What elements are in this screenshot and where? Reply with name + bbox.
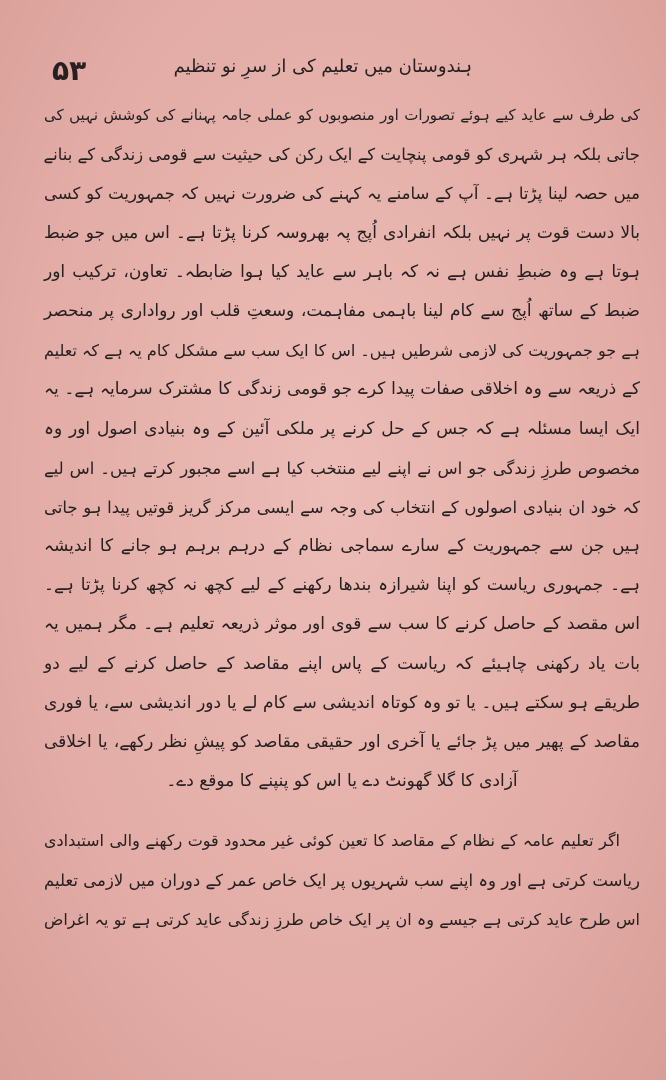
page-number: ۵۳ [52, 54, 87, 87]
text-line: اس طرح عاید کرتی ہے جیسے وہ ان پر ایک خاص طرزِ زندگی عاید کرتی ہے تو یہ اغراض [44, 909, 640, 929]
text-line: مخصوص طرزِ زندگی جو اس نے اپنے لیے منتخب کیا ہے اسے مجبور کرتے ہیں۔ اس لیے [44, 458, 640, 478]
paragraph-1 [44, 96, 640, 801]
text-line: جاتی بلکہ ہر شہری کو قومی پنچایت کے ایک رکن کی حیثیت سے قومی زندگی کے بنانے [43, 145, 640, 165]
text-line-last: آزادی کا گلا گھونٹ دے یا اس کو پنپنے کا موقع دے۔ [166, 771, 518, 792]
text-line: ہے جو جمہوریت کی لازمی شرطیں ہیں۔ اس کا ایک سب سے مشکل کام یہ ہے کہ تعلیم [44, 341, 640, 361]
paragraph-gap [44, 801, 640, 821]
text-line: میں حصہ لینا پڑتا ہے۔ آپ کے سامنے یہ کہنے کی ضرورت نہیں کہ جمہوریت کو کسی [44, 184, 640, 204]
running-title: ہندوستان میں تعلیم کی از سرِ نو تنظیم [173, 56, 472, 77]
body-text [44, 96, 640, 939]
text-line: کے ذریعہ سے وہ اخلاقی صفات پیدا کرے جو قومی زندگی کا مشترک سرمایہ ہے۔ یہ [44, 379, 640, 400]
text-line: اس مقصد کے حاصل کرنے کا سب سے قوی اور موثر ذریعہ تعلیم ہے۔ مگر ہمیں یہ [44, 614, 640, 635]
text-line: کہ خود ان بنیادی اصولوں کے انتخاب کی وجہ سے ایسی مرکز گریز قوتیں پیدا ہو جاتی [44, 497, 640, 517]
text-line: طریقے ہو سکتے ہیں۔ یا تو وہ کوتاہ اندیشی سے کام لے یا دور اندیشی سے، یا فوری [44, 692, 640, 713]
text-line: بالا دست قوت پر نہیں بلکہ انفرادی اُپج پہ بھروسہ کرنا پڑتا ہے۔ اس میں جو ضبط [44, 222, 640, 243]
text-line: ہیں جن سے جمہوریت کے سارے سماجی نظام کے درہم برہم ہو جانے کا اندیشہ [44, 536, 640, 557]
text-line: کی طرف سے عاید کیے ہوئے تصورات اور منصوبوں کو عملی جامہ پہنانے کی کوشش نہیں کی [44, 106, 640, 124]
text-line-first: اگر تعلیم عامہ کے نظام کے مقاصد کا تعین کوئی غیر محدود قوت رکھنے والی استبدادی [44, 831, 620, 851]
text-line: ہوتا ہے وہ ضبطِ نفس ہے نہ کہ باہر سے عاید کیا ہوا ضابطہ۔ تعاون، ترکیب اور [44, 261, 640, 282]
page-header [44, 48, 622, 88]
text-line: ہے۔ جمہوری ریاست کو اپنا شیرازہ بندھا رکھنے کے لیے کچھ نہ کچھ کرنا پڑتا ہے۔ [44, 575, 640, 596]
paragraph-2 [44, 821, 640, 939]
text-line: مقاصد کے پھیر میں پڑ جائے یا آخری اور حقیقی مقاصد کو پیشِ نظر رکھے، یا اخلاقی [44, 732, 640, 752]
text-line: ریاست کرتی ہے اور وہ اپنے سب شہریوں پر ایک خاص عمر کے دوران میں لازمی تعلیم [44, 870, 640, 890]
text-line: ضبط کے ساتھ اُپج سے کام لینا باہمی مفاہمت، وسعتِ قلب اور رواداری پر منحصر [44, 300, 640, 321]
text-line: ایک ایسا مسئلہ ہے کہ جس کے حل کرنے پر ملکی آئین کے وہ بنیادی اصول اور وہ [44, 418, 641, 439]
text-line: بات یاد رکھنی چاہیئے کہ ریاست کے پاس اپنے مقاصد کے حاصل کرنے کے لیے دو [44, 653, 640, 674]
